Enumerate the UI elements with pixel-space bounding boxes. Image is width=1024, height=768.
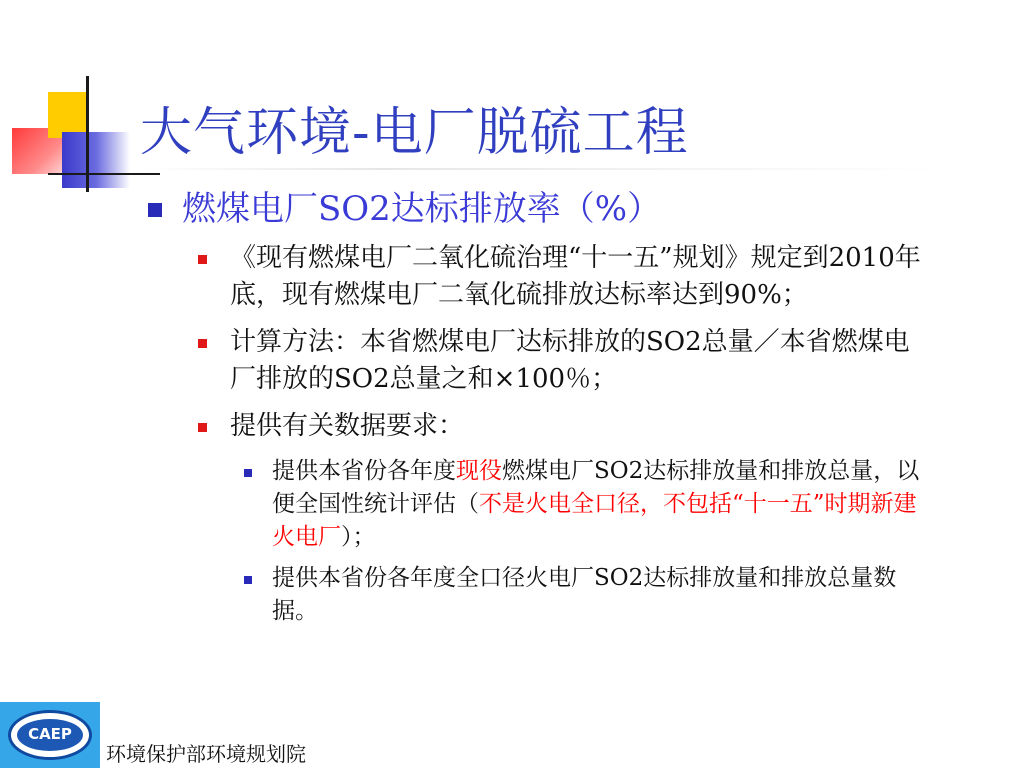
decorative-blue-block xyxy=(62,132,130,188)
title-underline xyxy=(140,168,940,170)
square-bullet-icon xyxy=(198,339,207,348)
list-item xyxy=(198,324,930,398)
list-item-text: 计算方法：本省燃煤电厂达标排放的SO2总量／本省燃煤电厂排放的SO2总量之和×100％； xyxy=(230,327,910,394)
sub-item-text: 提供本省份各年度 xyxy=(272,458,456,484)
sub-list-item xyxy=(244,455,932,554)
list-item xyxy=(198,408,930,445)
sub-item-text: 提供本省份各年度全口径火电厂SO2达标排放量和排放总量数据。 xyxy=(272,565,897,624)
sub-item-text: 燃煤电厂SO2达标排放量和排放总量，以便全国性统计评估（ xyxy=(272,458,920,517)
square-bullet-icon xyxy=(148,203,162,217)
slide-content xyxy=(148,184,968,636)
sub-list-item xyxy=(244,562,932,628)
caep-logo xyxy=(0,702,100,768)
heading-text: 燃煤电厂SO2达标排放率（%） xyxy=(182,189,662,229)
logo-ring-icon xyxy=(8,710,92,760)
heading-bullet xyxy=(148,184,968,234)
list-item-text: 《现有燃煤电厂二氧化硫治理“十一五”规划》规定到2010年底，现有燃煤电厂二氧化硫排放达标率达到90%； xyxy=(230,243,921,310)
square-bullet-icon xyxy=(198,255,207,264)
highlight-text: 现役 xyxy=(456,458,502,484)
list-item xyxy=(198,240,930,314)
sub-item-text: ）； xyxy=(341,524,376,550)
footer-org-name: 环境保护部环境规划院 xyxy=(106,742,306,766)
slide-title: 大气环境-电厂脱硫工程 xyxy=(140,103,689,163)
list-item-text: 提供有关数据要求： xyxy=(230,411,465,441)
logo-text: CAEP xyxy=(28,725,72,743)
square-bullet-icon xyxy=(198,423,207,432)
decorative-horizontal-line xyxy=(48,173,160,175)
square-bullet-icon xyxy=(244,576,252,584)
square-bullet-icon xyxy=(244,469,252,477)
highlight-text: 不是火电全口径，不包括“十一五”时期新建火电厂 xyxy=(272,491,917,550)
